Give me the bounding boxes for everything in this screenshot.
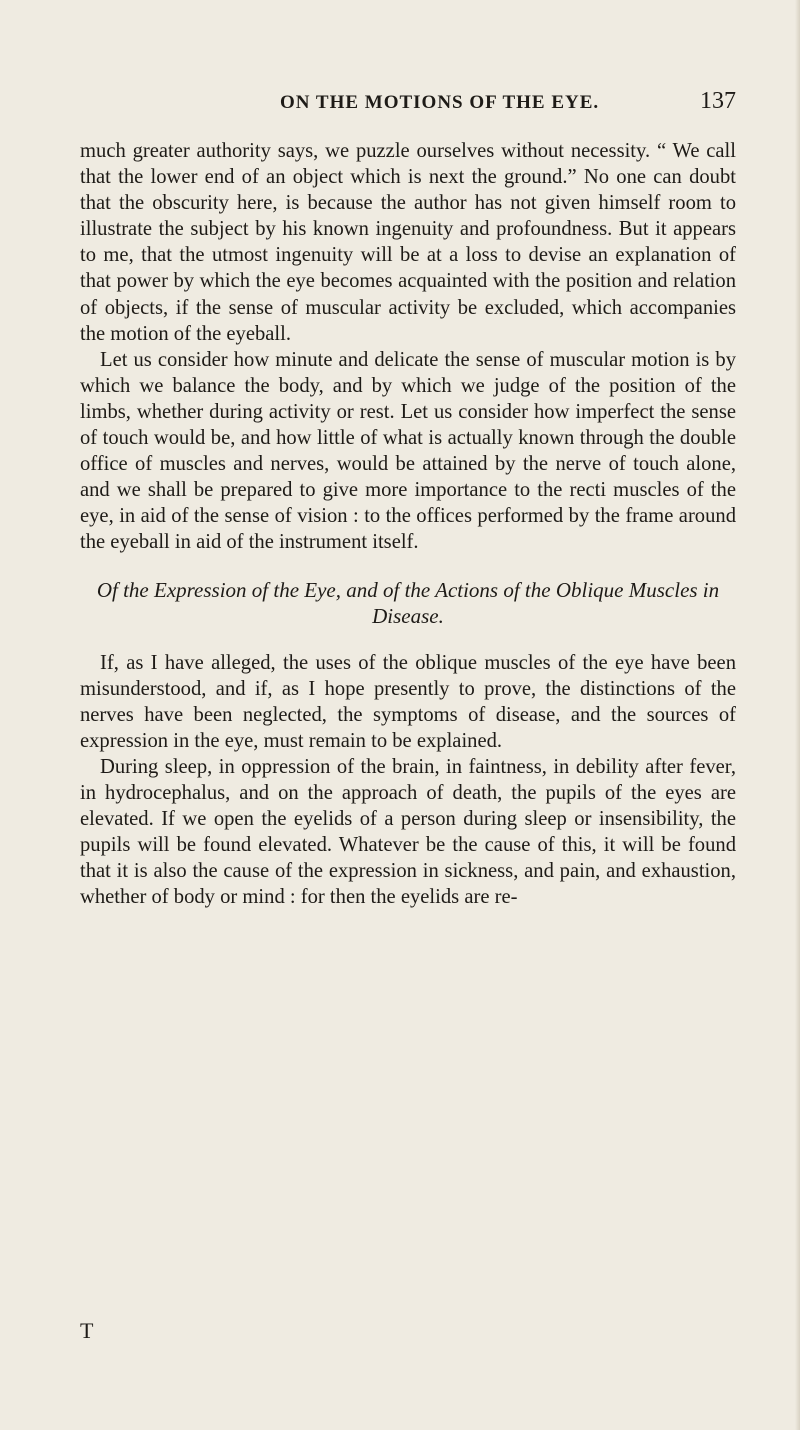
paragraph: much greater authority says, we puzzle ourselves without necessity. “ We call that the lower end of an object which is next the ground.” No one can doubt that the obscurity here, is because the author has not given himself room to illustrate the subject by his known ingenuity and profoundness. But it appears to me, that the utmost ingenuity will be at a loss to devise an explanation of that power by which the eye becomes acquainted with the position and relation of objects, if the sense of muscular activity be excluded, which accompanies the motion of the eyeball. xyxy=(80,140,736,345)
paragraph: If, as I have alleged, the uses of the oblique muscles of the eye have been misunderstood, and if, as I hope presently to prove, the distinctions of the nerves have been neglected, the symptoms of disease, and the sources of expression in the eye, must remain to be explained. xyxy=(80,651,736,752)
paragraph: During sleep, in oppression of the brain, in faintness, in debility after fever, in hydrocephalus, and on the approach of death, the pupils of the eyes are elevated. If we open the eyelids of a person during sleep or insensibility, the pupils will be found elevated. Whatever be the cause of this, it will be found that it is also the cause of the expression in sickness, and pain, and exhaustion, whether of body or mind : for then the eyelids are re- xyxy=(80,755,736,909)
section-heading: Of the Expression of the Eye, and of the Actions of the Oblique Muscles in Disease. xyxy=(96,577,720,628)
page-number: 137 xyxy=(700,88,736,114)
page-edge xyxy=(795,0,800,1430)
page-body xyxy=(80,138,736,910)
page-header xyxy=(80,88,736,118)
paragraph: Let us consider how minute and delicate the sense of muscular motion is by which we balance the body, and by which we judge of the position of the limbs, whether during activity or rest. Let us consider how imperfect the sense of touch would be, and how little of what is actually known through the double office of muscles and nerves, would be attained by the nerve of touch alone, and we shall be prepared to give more importance to the recti muscles of the eye, in aid of the sense of vision : to the offices performed by the frame around the eyeball in aid of the instrument itself. xyxy=(80,348,736,554)
signature-mark: T xyxy=(80,1318,94,1343)
running-head: ON THE MOTIONS OF THE EYE. xyxy=(280,92,600,113)
